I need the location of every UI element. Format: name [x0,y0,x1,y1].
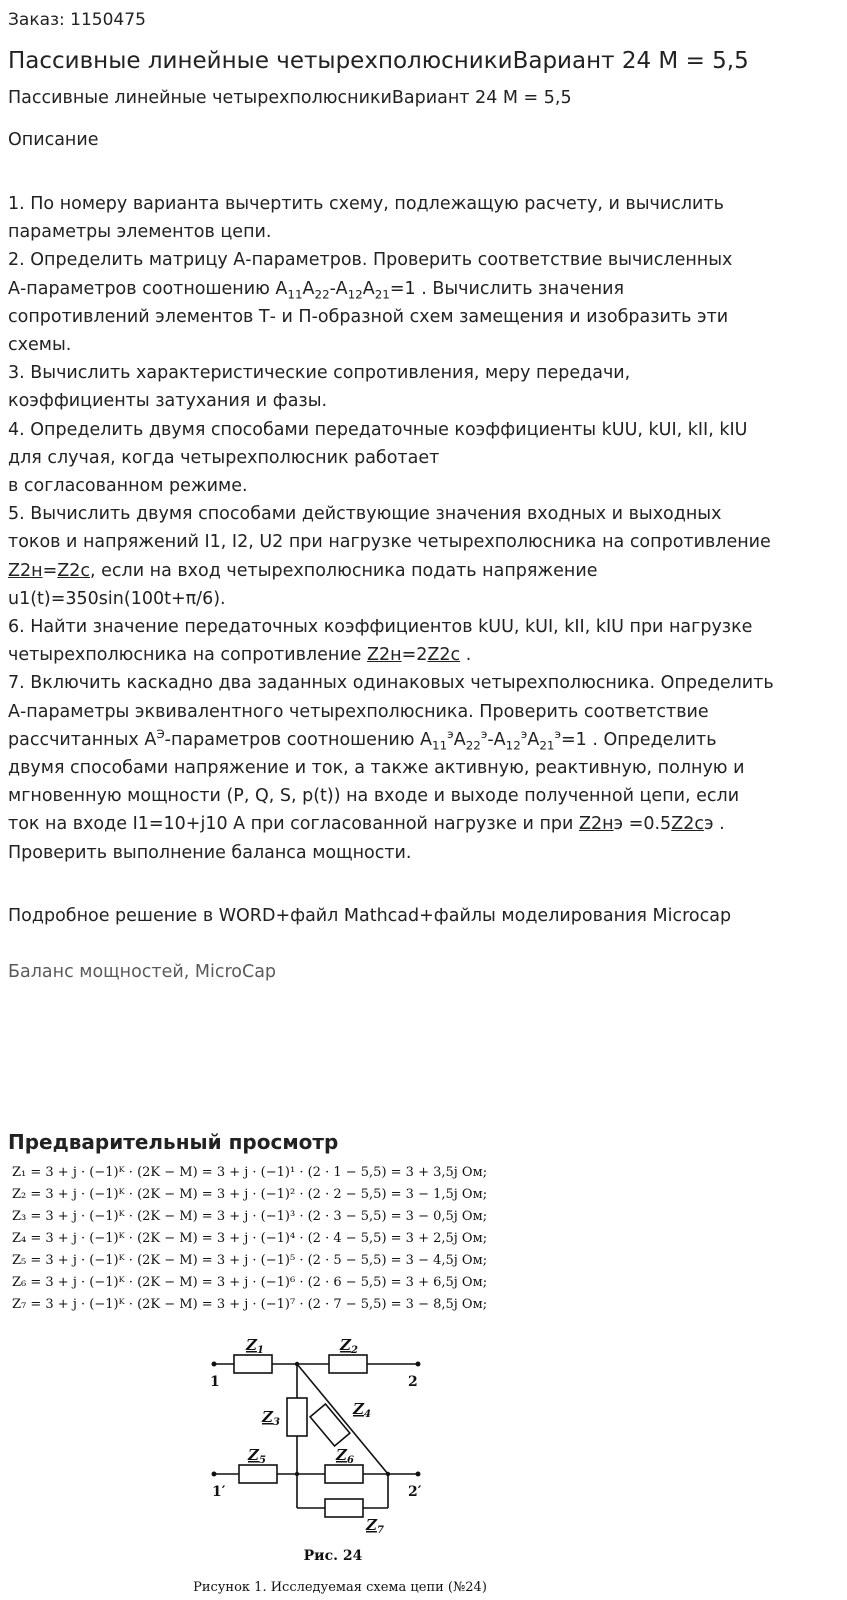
terminal-1-prime [212,1472,217,1477]
desc-text: э =0.5 [613,814,672,835]
formula-line: Z₂ = 3 + j · (−1)ᴷ · (2K − M) = 3 + j · (−1)² · (2 · 2 − 5,5) = 3 − 1,5j Ом; [12,1187,488,1202]
terminal-2-prime [416,1472,421,1477]
terminal-2-prime-label: 2′ [408,1484,422,1500]
formula-line: Z₇ = 3 + j · (−1)ᴷ · (2K − M) = 3 + j · (−1)⁷ · (2 · 7 − 5,5) = 3 − 8,5j Ом; [12,1297,488,1312]
terminal-1-prime-label: 1′ [212,1484,226,1500]
description-heading: Описание [8,130,99,150]
desc-line: 6. Найти значение передаточных коэффициентов kUU, kUI, kII, kIU при нагрузке [8,617,753,638]
z2n-term: Z2н [8,560,43,581]
desc-line: 5. Вычислить двумя способами действующие значения входных и выходных [8,504,722,525]
desc-line: параметры элементов цепи. [8,222,272,243]
desc-line-formula: рассчитанных $А^Э$-параметров соотношению $А_{11}^эA_{22}^э-A_{12}^эA_{21}^э=1$ . Определить [8,727,717,753]
desc-line: для случая, когда четырехполюсник работает [8,447,440,468]
z3-label: $Z_3$ [262,1408,280,1428]
order-number: Заказ: 1150475 [8,10,146,30]
desc-line: токов и напряжений I1, I2, U2 при нагрузке четырехполюсника на сопротивление [8,532,771,553]
desc-line-formula: А-параметров соотношению $А_{11}A_{22}-A_{12}A_{21}=1$ . Вычислить значения [8,278,625,302]
z6-resistor [325,1465,363,1483]
z4-label: $Z_4$ [353,1400,371,1420]
z5-resistor [239,1465,277,1483]
terminal-1-label: 1 [210,1374,220,1390]
junction-node [386,1472,390,1476]
desc-text: э . [703,814,725,835]
desc-line: 1. По номеру варианта вычертить схему, подлежащую расчету, и вычислить [8,194,724,214]
description-body [8,190,843,867]
z2-resistor [329,1355,367,1373]
desc-line: двумя способами напряжение и ток, а также активную, реактивную, полную и [8,758,745,779]
desc-line-load [8,810,843,838]
desc-text: . Вычислить значения [421,278,625,299]
desc-text: = [42,560,58,581]
formula-line: Z₅ = 3 + j · (−1)ᴷ · (2K − M) = 3 + j · (−1)⁵ · (2 · 5 − 5,5) = 3 − 4,5j Ом; [12,1253,488,1268]
z5-label: $Z_5$ [248,1446,266,1466]
formula-line: Z₆ = 3 + j · (−1)ᴷ · (2K − M) = 3 + j · (−1)⁶ · (2 · 6 − 5,5) = 3 + 6,5j Ом; [12,1275,488,1290]
desc-line-load [8,641,843,669]
terminal-2 [416,1362,421,1367]
terminal-2-label: 2 [408,1374,418,1390]
desc-line: схемы. [8,335,72,356]
junction-node [295,1472,299,1476]
desc-text: -параметров соотношению А [164,729,433,750]
circuit-diagram [150,1318,450,1568]
desc-line: u1(t)=350sin(100t+π/6). [8,588,226,609]
page-title: Пассивные линейные четырехполюсникиВариант 24 М = 5,5 [8,48,749,74]
z2-label: $Z_2$ [340,1336,358,1356]
desc-text: четырехполюсника на сопротивление [8,645,367,666]
desc-text: . Определить [592,729,717,750]
junction-node [295,1362,299,1366]
desc-text: . [460,645,472,666]
desc-line: мгновенную мощности (P, Q, S, p(t)) на входе и выходе полученной цепи, если [8,786,740,807]
z4-resistor [310,1404,350,1446]
circuit-figure [150,1318,450,1572]
desc-line: в согласованном режиме. [8,476,248,497]
desc-line: 7. Включить каскадно два заданных одинаковых четырехполюсника. Определить [8,673,774,694]
desc-line-load [8,557,843,585]
desc-line: А-параметры эквивалентного четырехполюсника. Проверить соответствие [8,701,709,722]
desc-text: =2 [401,645,428,666]
preview-formulas [12,1162,487,1316]
desc-line: 3. Вычислить характеристические сопротивления, меру передачи, [8,363,631,384]
desc-text: А-параметров соотношению А [8,278,288,299]
desc-line: сопротивлений элементов Т- и П-образной схем замещения и изобразить эти [8,306,729,327]
page-subtitle: Пассивные линейные четырехполюсникиВариант 24 М = 5,5 [8,88,572,108]
z2c-term: Z2c [57,560,90,581]
preview-heading: Предварительный просмотр [8,1130,339,1154]
formula-line: Z₃ = 3 + j · (−1)ᴷ · (2K − M) = 3 + j · (−1)³ · (2 · 3 − 5,5) = 3 − 0,5j Ом; [12,1209,488,1224]
desc-text: ток на входе I1=10+j10 А при согласованной нагрузке и при [8,814,579,835]
formula-line: Z₄ = 3 + j · (−1)ᴷ · (2K − M) = 3 + j · (−1)⁴ · (2 · 4 − 5,5) = 3 + 2,5j Ом; [12,1231,488,1246]
tags-link[interactable]: Баланс мощностей, MicroCap [8,962,277,982]
terminal-1 [212,1362,217,1367]
z6-label: $Z_6$ [336,1446,354,1466]
z1-resistor [234,1355,272,1373]
z2c-term: Z2c [671,814,704,835]
desc-line: Проверить выполнение баланса мощности. [8,842,412,863]
desc-line: коэффициенты затухания и фазы. [8,391,328,412]
desc-line: 2. Определить матрицу А-параметров. Проверить соответствие вычисленных [8,250,733,271]
figure-title: Рис. 24 [303,1548,363,1564]
desc-text: рассчитанных А [8,729,157,750]
desc-text: , если на вход четырехполюсника подать напряжение [90,560,598,581]
solution-note: Подробное решение в WORD+файл Mathcad+файлы моделирования Microcap [8,906,732,926]
z7-label: $Z_7$ [366,1516,384,1536]
z2n-term: Z2н [367,645,402,666]
formula-line: Z₁ = 3 + j · (−1)ᴷ · (2K − M) = 3 + j · (−1)¹ · (2 · 1 − 5,5) = 3 + 3,5j Ом; [12,1165,488,1180]
z2c-term: Z2c [427,645,461,666]
z3-resistor [287,1398,307,1436]
z7-resistor [325,1499,363,1517]
figure-caption: Рисунок 1. Исследуемая схема цепи (№24) [193,1580,487,1595]
desc-line: 4. Определить двумя способами передаточные коэффициенты kUU, kUI, kII, kIU [8,419,748,440]
z1-label: $Z_1$ [246,1336,264,1356]
z2n-term: Z2н [578,814,614,835]
